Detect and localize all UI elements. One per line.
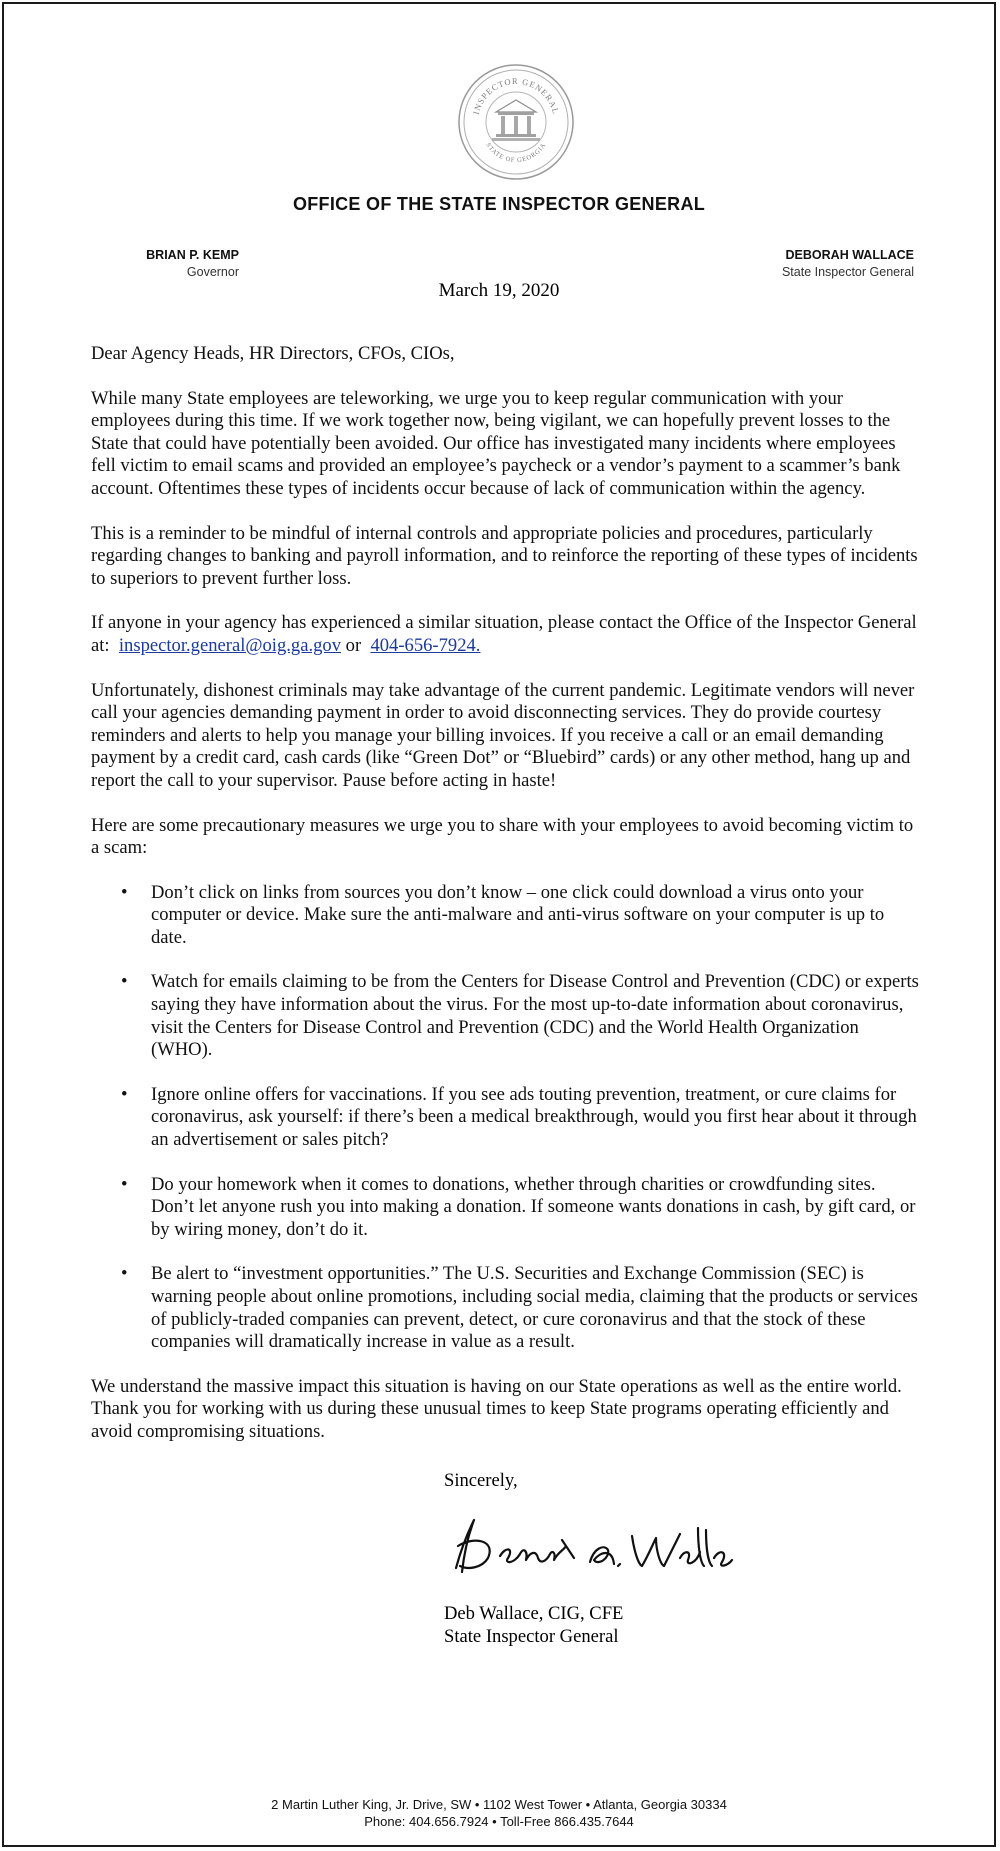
letter-page (2, 2, 996, 1847)
paragraph-1: While many State employees are teleworking, we urge you to keep regular communication with your employees during this time. If we work together now, being vigilant, we can hopefully prevent losses to the State that could have potentially been avoided. Our office has investigated many incidents where employees fell victim to email scams and provided an employee’s paycheck or a vendor’s payment to a scammer’s bank account. Oftentimes these types of incidents occur because of lack of communication within the agency. (91, 387, 901, 499)
signer-block (444, 1602, 623, 1648)
list-item (91, 971, 921, 1061)
list-item-text: Ignore online offers for vaccinations. If you see ads touting prevention, treatment, or cure claims for coronavirus, ask yourself: if there’s been a medical breakthrough, would you first hear about it through an advertisement or sales pitch? (151, 1083, 917, 1151)
signer-name: Deb Wallace, CIG, CFE (444, 1603, 624, 1624)
email-link[interactable]: inspector.general@oig.ga.gov (118, 634, 341, 656)
list-item (91, 1263, 921, 1353)
bullet-icon: • (121, 1173, 128, 1195)
bullet-icon: • (121, 971, 128, 993)
inspector-block (704, 247, 914, 281)
inspector-title: State Inspector General (781, 265, 914, 279)
svg-text:INSPECTOR GENERAL: INSPECTOR GENERAL (470, 75, 562, 116)
bullet-icon: • (121, 1263, 128, 1285)
bullet-icon: • (121, 1083, 128, 1105)
paragraph-5: Here are some precautionary measures we urge you to share with your employees to avoid becoming victim to a scam: (91, 814, 914, 859)
list-item (91, 1084, 921, 1152)
phone-link[interactable]: 404-656-7924. (370, 634, 481, 656)
state-seal-icon (456, 62, 576, 182)
bullet-icon: • (121, 881, 128, 903)
footer-address: 2 Martin Luther King, Jr. Drive, SW • 1102 West Tower • Atlanta, Georgia 30334 (271, 1797, 727, 1812)
list-item-text: Be alert to “investment opportunities.” The U.S. Securities and Exchange Commission (SEC) is warning people about online promotions, including social media, claiming that the products or services of publicly-traded companies can prevent, detect, or cure coronavirus and that the stock of these companies will dramatically increase in value as a result. (151, 1263, 918, 1353)
list-item (91, 882, 921, 950)
governor-name: BRIAN P. KEMP (146, 248, 239, 262)
inspector-name: DEBORAH WALLACE (785, 248, 914, 262)
signer-title: State Inspector General (444, 1626, 619, 1647)
list-item-text: Watch for emails claiming to be from the Centers for Disease Control and Prevention (CDC) or experts saying they have information about the virus. For the most up-to-date information about coronavirus, visit the Centers for Disease Control and Prevention (CDC) and the World Health Organization (WHO). (151, 971, 919, 1061)
list-item (91, 1174, 921, 1242)
svg-text:STATE OF GEORGIA: STATE OF GEORGIA (484, 141, 548, 165)
footer (4, 1796, 994, 1830)
list-item-text: Do your homework when it comes to donations, whether through charities or crowdfunding sites. Don’t let anyone rush you into making a donation. If someone wants donations in cash, by gift card, or by wiring money, don’t do it. (151, 1173, 916, 1240)
letter-date: March 19, 2020 (438, 280, 560, 301)
signature-image (444, 1506, 734, 1586)
governor-block (119, 247, 239, 281)
paragraph-3 (91, 612, 921, 657)
contact-text: If anyone in your agency has experienced a similar situation, please contact the Office of the Inspector General at: (91, 612, 917, 656)
footer-phones: Phone: 404.656.7924 • Toll-Free 866.435.7644 (364, 1814, 634, 1829)
paragraph-4: Unfortunately, dishonest criminals may take advantage of the current pandemic. Legitimate vendors will never call your agencies demanding payment in order to avoid disconnecting services. They do provide courtesy reminders and alerts to help you manage your billing invoices. If you receive a call or an email demanding payment by a credit card, cash cards (like “Green Dot” or “Bluebird” cards) or any other method, hang up and report the call to your supervisor. Pause before acting in haste! (91, 679, 915, 791)
paragraph-6: We understand the massive impact this situation is having on our State operations as well as the entire world. Thank you for working with us during these unusual times to keep State programs operating efficiently and avoid compromising situations. (91, 1375, 902, 1442)
governor-title: Governor (186, 265, 239, 279)
closing: Sincerely, (444, 1470, 518, 1491)
paragraph-2: This is a reminder to be mindful of internal controls and appropriate policies and procedures, particularly regarding changes to banking and payroll information, and to reinforce the reporting of these types of incidents to superiors to prevent further loss. (91, 522, 918, 589)
office-title: OFFICE OF THE STATE INSPECTOR GENERAL (292, 194, 706, 214)
salutation: Dear Agency Heads, HR Directors, CFOs, CIOs, (91, 343, 455, 364)
precaution-list (91, 882, 921, 1354)
or-text: or (345, 634, 362, 656)
letter-body (91, 343, 921, 1466)
list-item-text: Don’t click on links from sources you don’t know – one click could download a virus onto your computer or device. Make sure the anti-malware and anti-virus software on your computer is up to date. (151, 881, 885, 948)
